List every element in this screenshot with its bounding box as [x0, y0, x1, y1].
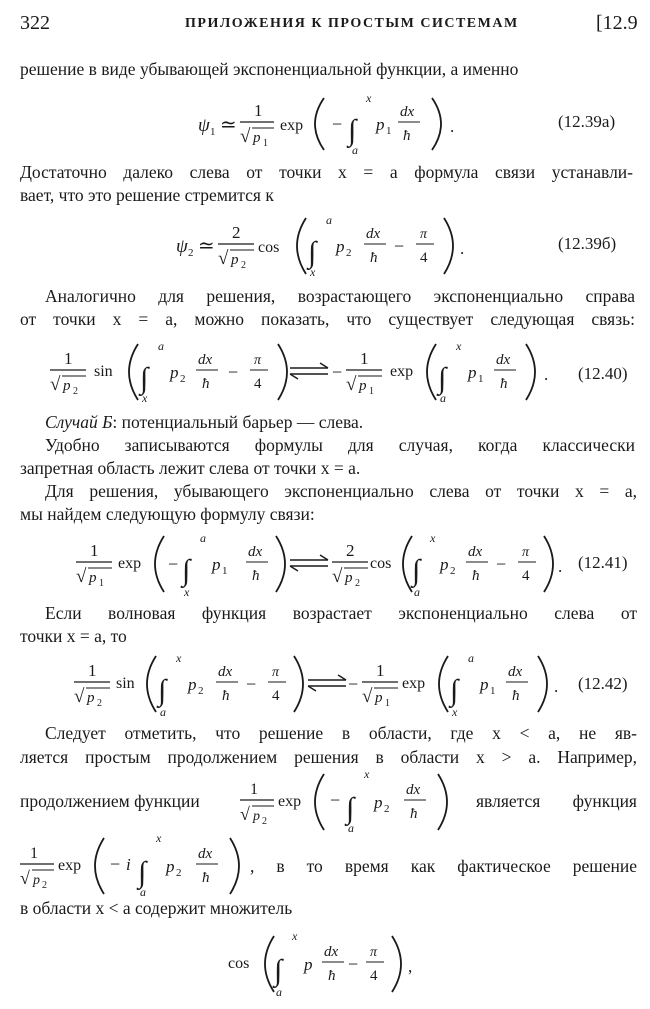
- case-heading: Случай Б: потенциальный барьер — слева.: [45, 412, 364, 432]
- svg-text:dx: dx: [198, 846, 213, 862]
- equation-12-42: [74, 646, 564, 722]
- svg-text:dx: dx: [366, 226, 381, 242]
- svg-text:√: √: [74, 686, 85, 707]
- svg-text:∫: ∫: [348, 114, 357, 147]
- svg-text:2: 2: [42, 880, 47, 891]
- svg-text:p: p: [87, 690, 95, 706]
- svg-text:ħ: ħ: [222, 688, 230, 704]
- svg-text:2: 2: [241, 260, 246, 271]
- svg-text:1: 1: [99, 578, 104, 589]
- svg-text:√: √: [218, 248, 229, 269]
- paragraph-line: Аналогично для решения, возрастающего экспоненциально справа: [45, 286, 635, 306]
- svg-text:p: p: [345, 570, 353, 586]
- equation-12-39a: [190, 88, 480, 158]
- paragraph-line: мы найдем следующую формулу связи:: [20, 504, 315, 524]
- svg-text:dx: dx: [218, 664, 233, 680]
- svg-text:p: p: [375, 690, 383, 706]
- svg-text:dx: dx: [198, 352, 213, 368]
- svg-text:−: −: [228, 362, 239, 382]
- svg-text:1: 1: [88, 661, 97, 680]
- svg-text:dx: dx: [324, 944, 339, 960]
- svg-text:ħ: ħ: [202, 376, 210, 392]
- svg-text:cos: cos: [370, 555, 392, 572]
- svg-text:2: 2: [450, 565, 456, 577]
- paragraph-line: запретная область лежит слева от точки x = a.: [20, 458, 361, 478]
- svg-text:√: √: [20, 868, 30, 888]
- svg-text:2: 2: [198, 685, 204, 697]
- svg-text:p: p: [440, 555, 449, 574]
- svg-text:2: 2: [346, 247, 352, 259]
- svg-text:p: p: [468, 363, 477, 382]
- svg-text:x: x: [310, 265, 316, 279]
- svg-text:x: x: [176, 651, 182, 665]
- paragraph-line: от точки x = a, можно показать, что существует следующая связь:: [20, 309, 635, 329]
- svg-text:−: −: [246, 674, 257, 694]
- svg-text:cos: cos: [258, 239, 280, 256]
- svg-text:2: 2: [355, 578, 360, 589]
- svg-text:x: x: [456, 339, 462, 353]
- svg-text:−: −: [168, 554, 179, 574]
- svg-text:∫: ∫: [450, 674, 459, 707]
- svg-text:x: x: [366, 91, 372, 105]
- svg-text:a: a: [200, 531, 206, 545]
- svg-text:p: p: [359, 378, 367, 394]
- svg-text:ħ: ħ: [512, 688, 520, 704]
- svg-text:exp: exp: [118, 555, 142, 572]
- svg-text:π: π: [370, 945, 378, 960]
- svg-text:−: −: [330, 790, 341, 810]
- svg-text:2: 2: [180, 373, 186, 385]
- svg-text:.: .: [554, 677, 559, 696]
- svg-text:p: p: [376, 115, 385, 134]
- svg-text:4: 4: [522, 568, 530, 584]
- svg-text:−: −: [332, 362, 343, 382]
- svg-text:√: √: [50, 374, 61, 395]
- svg-text:1: 1: [386, 125, 392, 137]
- paragraph-line: Если волновая функция возрастает экспоненциально слева от: [45, 603, 637, 623]
- svg-text:1: 1: [210, 126, 216, 138]
- svg-text:a: a: [326, 213, 332, 227]
- svg-text:p: p: [212, 555, 221, 574]
- svg-text:dx: dx: [508, 664, 523, 680]
- inline-formula-exp: [240, 764, 460, 836]
- svg-text:1: 1: [250, 781, 258, 798]
- svg-text:p: p: [374, 793, 383, 812]
- svg-text:∫: ∫: [412, 554, 421, 587]
- paragraph-line: является функция: [476, 791, 637, 811]
- svg-text:dx: dx: [496, 352, 511, 368]
- running-title: ПРИЛОЖЕНИЯ К ПРОСТЫМ СИСТЕМАМ: [185, 16, 519, 31]
- svg-text:x: x: [292, 929, 298, 943]
- equation-number: (12.40): [578, 364, 628, 383]
- svg-text:−: −: [348, 954, 359, 974]
- page-number: 322: [20, 12, 50, 34]
- svg-text:1: 1: [30, 845, 38, 862]
- svg-text:p: p: [89, 570, 97, 586]
- svg-text:1: 1: [490, 685, 496, 697]
- svg-text:2: 2: [384, 803, 390, 815]
- svg-text:p: p: [166, 857, 175, 876]
- svg-text:.: .: [558, 557, 563, 576]
- svg-text:exp: exp: [58, 857, 82, 874]
- svg-text:∫: ∫: [308, 236, 317, 269]
- section-marker: [12.9: [596, 12, 638, 34]
- svg-text:−: −: [496, 554, 507, 574]
- svg-text:exp: exp: [278, 793, 302, 810]
- svg-text:i: i: [126, 855, 131, 874]
- svg-text:p: p: [480, 675, 489, 694]
- svg-text:a: a: [160, 705, 166, 719]
- paragraph-line: Достаточно далеко слева от точки x = a формула связи устанавли-: [20, 162, 633, 182]
- svg-text:ħ: ħ: [500, 376, 508, 392]
- paragraph-line: продолжением функции: [20, 791, 200, 811]
- svg-text:ħ: ħ: [252, 568, 260, 584]
- svg-text:2: 2: [346, 541, 355, 560]
- svg-text:a: a: [414, 585, 420, 599]
- svg-text:1: 1: [360, 349, 369, 368]
- paragraph-line: точки x = a, то: [20, 626, 127, 646]
- svg-text:.: .: [450, 117, 455, 136]
- svg-text:√: √: [240, 126, 251, 147]
- equation-12-41: [76, 526, 566, 602]
- svg-text:a: a: [140, 885, 146, 899]
- paragraph-line: Следует отметить, что решение в области, где x < a, не яв-: [45, 723, 637, 743]
- svg-text:x: x: [184, 585, 190, 599]
- svg-text:2: 2: [97, 698, 102, 709]
- svg-text:∫: ∫: [438, 362, 447, 395]
- svg-text:p: p: [33, 873, 40, 888]
- svg-text:−: −: [348, 674, 359, 694]
- page-header: [0, 12, 650, 42]
- svg-text:√: √: [332, 566, 343, 587]
- paragraph-line: вает, что это решение стремится к: [20, 185, 274, 205]
- svg-text:ħ: ħ: [370, 250, 378, 266]
- svg-text:a: a: [352, 143, 358, 157]
- equation-number: (12.41): [578, 553, 628, 572]
- svg-text:2: 2: [73, 386, 78, 397]
- svg-text:ħ: ħ: [202, 870, 210, 886]
- svg-text:4: 4: [370, 968, 378, 984]
- svg-text:2: 2: [188, 247, 194, 259]
- svg-text:1: 1: [263, 138, 268, 149]
- svg-text:4: 4: [254, 376, 262, 392]
- svg-text:ħ: ħ: [472, 568, 480, 584]
- svg-text:p: p: [188, 675, 197, 694]
- svg-text:1: 1: [90, 541, 99, 560]
- svg-text:2: 2: [232, 223, 241, 242]
- svg-text:exp: exp: [390, 363, 414, 380]
- svg-text:−: −: [332, 114, 343, 134]
- svg-text:∫: ∫: [274, 954, 283, 987]
- equation-number: (12.42): [578, 674, 628, 693]
- equation-12-39b: [168, 208, 478, 282]
- svg-text:2: 2: [262, 816, 267, 827]
- svg-text:sin: sin: [94, 363, 113, 380]
- svg-text:∫: ∫: [182, 554, 191, 587]
- svg-text:p: p: [63, 378, 71, 394]
- svg-text:−: −: [110, 854, 121, 874]
- svg-text:√: √: [240, 804, 250, 824]
- svg-text:∫: ∫: [346, 792, 355, 825]
- svg-text:p: p: [304, 955, 313, 974]
- svg-text:ħ: ħ: [410, 806, 418, 822]
- svg-text:exp: exp: [280, 117, 304, 134]
- svg-text:√: √: [76, 566, 87, 587]
- svg-text:exp: exp: [402, 675, 426, 692]
- svg-text:p: p: [253, 809, 260, 824]
- svg-text:1: 1: [64, 349, 73, 368]
- svg-text:∫: ∫: [140, 362, 149, 395]
- svg-text:p: p: [253, 130, 261, 146]
- svg-text:cos: cos: [228, 955, 250, 972]
- paragraph-line: , в то время как фактическое решение: [250, 856, 637, 876]
- svg-text:a: a: [158, 339, 164, 353]
- svg-text:4: 4: [272, 688, 280, 704]
- svg-text:.: .: [544, 365, 549, 384]
- svg-text:2: 2: [176, 867, 182, 879]
- svg-text:p: p: [231, 252, 239, 268]
- svg-text:√: √: [346, 374, 357, 395]
- svg-text:√: √: [362, 686, 373, 707]
- svg-text:x: x: [364, 767, 370, 781]
- svg-text:a: a: [348, 821, 354, 835]
- svg-text:π: π: [254, 353, 262, 368]
- paragraph-line: Удобно записываются формулы для случая, когда классически: [45, 435, 635, 455]
- svg-text:4: 4: [420, 250, 428, 266]
- svg-text:dx: dx: [406, 782, 421, 798]
- svg-text:π: π: [420, 227, 428, 242]
- paragraph-line: в области x < a содержит множитель: [20, 898, 293, 918]
- svg-text:sin: sin: [116, 675, 135, 692]
- svg-text:dx: dx: [468, 544, 483, 560]
- svg-text:x: x: [430, 531, 436, 545]
- svg-text:−: −: [394, 236, 405, 256]
- svg-text:≃: ≃: [198, 235, 215, 257]
- svg-text:x: x: [142, 391, 148, 405]
- equation-number: (12.39б): [558, 234, 617, 253]
- svg-text:π: π: [272, 665, 280, 680]
- svg-text:1: 1: [376, 661, 385, 680]
- equation-number: (12.39а): [558, 112, 616, 131]
- svg-text:dx: dx: [400, 104, 415, 120]
- svg-text:1: 1: [385, 698, 390, 709]
- svg-text:p: p: [336, 237, 345, 256]
- svg-text:a: a: [276, 985, 282, 999]
- svg-text:∫: ∫: [158, 674, 167, 707]
- svg-text:≃: ≃: [220, 114, 237, 136]
- svg-text:a: a: [440, 391, 446, 405]
- case-label: Случай Б: [45, 412, 113, 432]
- svg-text:x: x: [156, 831, 162, 845]
- svg-text:a: a: [468, 651, 474, 665]
- svg-text:ψ: ψ: [198, 115, 210, 136]
- svg-text:ψ: ψ: [176, 236, 188, 257]
- svg-text:1: 1: [478, 373, 484, 385]
- inline-formula-exp-i: [20, 828, 250, 900]
- svg-text:,: ,: [408, 957, 413, 976]
- paragraph-line: решение в виде убывающей экспоненциальной функции, а именно: [20, 59, 519, 79]
- paragraph-line: Для решения, убывающего экспоненциально слева от точки x = a,: [45, 481, 637, 501]
- paragraph-line: ляется простым продолжением решения в области x > a. Например,: [20, 747, 637, 767]
- svg-text:ħ: ħ: [403, 128, 411, 144]
- svg-text:∫: ∫: [138, 856, 147, 889]
- equation-12-40: [50, 334, 560, 408]
- equation-cos-multiplier: [228, 926, 428, 1002]
- svg-text:.: .: [460, 239, 465, 258]
- svg-text:1: 1: [254, 101, 263, 120]
- svg-text:p: p: [170, 363, 179, 382]
- svg-text:ħ: ħ: [328, 968, 336, 984]
- svg-text:1: 1: [222, 565, 228, 577]
- svg-text:dx: dx: [248, 544, 263, 560]
- svg-text:π: π: [522, 545, 530, 560]
- svg-text:x: x: [452, 705, 458, 719]
- svg-text:1: 1: [369, 386, 374, 397]
